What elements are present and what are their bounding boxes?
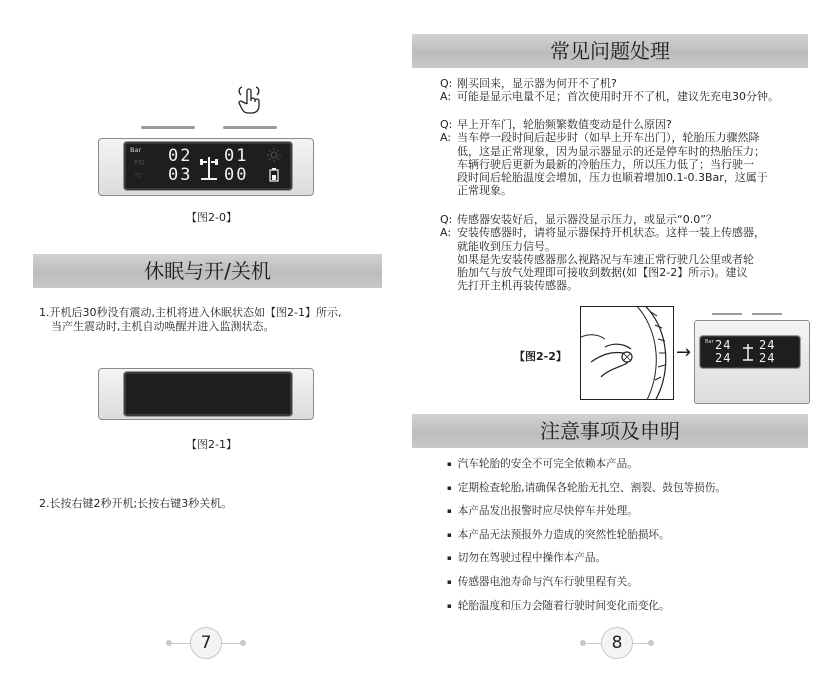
tire-valve-icon <box>581 307 673 399</box>
faq-item-2 <box>440 118 768 198</box>
faq-question: 传感器安装好后，显示器没显示压力，或显示“0.0”？ <box>457 213 717 226</box>
mini-device-key-right <box>752 313 782 315</box>
page-number-decor <box>633 643 648 644</box>
page-number-decor <box>648 640 654 646</box>
sleep-tip-line-1: 1.开机后30秒没有震动,主机将进入休眠状态如【图2-1】所示, <box>39 306 342 319</box>
page-number-decor <box>586 643 601 644</box>
finger-press-icon <box>232 82 266 116</box>
q-label: Q: <box>440 213 453 226</box>
page-number-right: 8 <box>601 627 633 659</box>
faq-answer-line: 车辆行驶后更新为最新的冷胎压力，所以压力低了；当行驶一 <box>457 157 754 171</box>
tire-front-left-value: 02 <box>168 146 193 166</box>
left-key-bar <box>141 126 195 129</box>
page-number-decor <box>240 640 246 646</box>
sleep-tip-line-2: 当产生震动时,主机自动唤醒并进入监测状态。 <box>51 320 275 333</box>
faq-answer-line: 低，这是正常现象，因为显示器显示的还是停车时的热胎压力； <box>457 144 765 158</box>
mini-rl-value: 24 <box>715 351 732 365</box>
figure-2-2-caption: 【图2-2】 <box>514 350 567 363</box>
faq-answer-line: 正常现象。 <box>457 184 512 198</box>
faq-question: 刚买回来，显示器为何开不了机? <box>457 77 617 90</box>
faq-answer-line: 如果是先安装传感器那么视路况与车速正常行驶几公里或者轮 <box>457 252 754 266</box>
notice-item: ▪ 轮胎温度和压力会随着行驶时间变化而变化。 <box>447 598 670 613</box>
faq-item-3 <box>440 213 765 293</box>
a-label: A: <box>440 226 452 240</box>
temperature-alarm-icon <box>267 148 281 162</box>
notice-item: ▪ 汽车轮胎的安全不可完全依赖本产品。 <box>447 456 638 471</box>
faq-answer-line: 段时间后轮胎温度会增加，压力也顺着增加0.1-0.3Bar，这属于 <box>457 171 768 185</box>
page-number-left: 7 <box>190 627 222 659</box>
faq-answer-line: 胎加气与放气处理即可接收到数据(如【图2-2】所示)。建议 <box>457 266 748 280</box>
right-key-bar <box>223 126 277 129</box>
faq-question: 早上开车门，轮胎频繁数值变动是什么原因? <box>457 118 672 131</box>
lcd-screen <box>124 142 292 190</box>
faq-answer-line: 先打开主机再装传感器。 <box>457 279 578 293</box>
faq-answer-line: 安装传感器时，请将显示器保持开机状态。这样一装上传感器， <box>457 226 765 240</box>
faq-title: 常见问题处理 <box>412 34 808 68</box>
mini-fr-value: 24 <box>759 338 776 352</box>
mini-rr-value: 24 <box>759 351 776 365</box>
q-label: Q: <box>440 118 453 131</box>
q-label: Q: <box>440 77 453 90</box>
lcd-screen-off <box>124 372 292 416</box>
unit-bar-label: Bar <box>130 146 142 154</box>
mini-device-key-left <box>712 313 742 315</box>
a-label: A: <box>440 131 452 145</box>
page-number-decor <box>172 643 190 644</box>
faq-answer-line: 当车停一段时间后起步时（如早上开车出门），轮胎压力骤然降 <box>457 131 760 145</box>
notice-item: ▪ 本产品发出报警时应尽快停车并处理。 <box>447 503 638 518</box>
mini-fl-value: 24 <box>715 338 732 352</box>
power-tip: 2.长按右键2秒开机;长按右键3秒关机。 <box>39 497 233 510</box>
notice-item: ▪ 传感器电池寿命与汽车行驶里程有关。 <box>447 574 638 589</box>
tire-rear-right-value: 00 <box>224 165 249 185</box>
faq-answer-line: 可能是显示电量不足；首次使用时开不了机，建议先充电30分钟。 <box>457 90 779 104</box>
notice-item: ▪ 切勿在驾驶过程中操作本产品。 <box>447 550 606 565</box>
arrow-icon: → <box>676 342 692 363</box>
notice-item: ▪ 本产品无法预报外力造成的突然性轮胎损坏。 <box>447 527 670 542</box>
tire-installation-illustration <box>580 306 674 400</box>
section-title-sleep-power: 休眠与开/关机 <box>33 254 382 288</box>
notice-title: 注意事项及申明 <box>412 414 808 448</box>
a-label: A: <box>440 90 452 104</box>
car-axle-icon <box>198 154 220 182</box>
battery-icon <box>269 168 279 182</box>
figure-2-1-caption: 【图2-1】 <box>186 438 237 451</box>
unit-celsius-label: ℃ <box>134 172 142 180</box>
mini-lcd-screen <box>700 336 800 368</box>
faq-item-1 <box>440 77 779 104</box>
unit-psi-label: PSI <box>134 159 145 167</box>
mini-car-axle-icon <box>741 342 755 362</box>
figure-2-0-caption: 【图2-0】 <box>186 211 237 224</box>
tire-front-right-value: 01 <box>224 146 249 166</box>
faq-answer-line: 就能收到压力信号。 <box>457 239 556 253</box>
page-number-decor <box>222 643 240 644</box>
mini-unit-label: Bar <box>705 339 714 345</box>
tire-rear-left-value: 03 <box>168 165 193 185</box>
notice-item: ▪ 定期检查轮胎,请确保各轮胎无扎空、割裂、鼓包等损伤。 <box>447 480 726 495</box>
